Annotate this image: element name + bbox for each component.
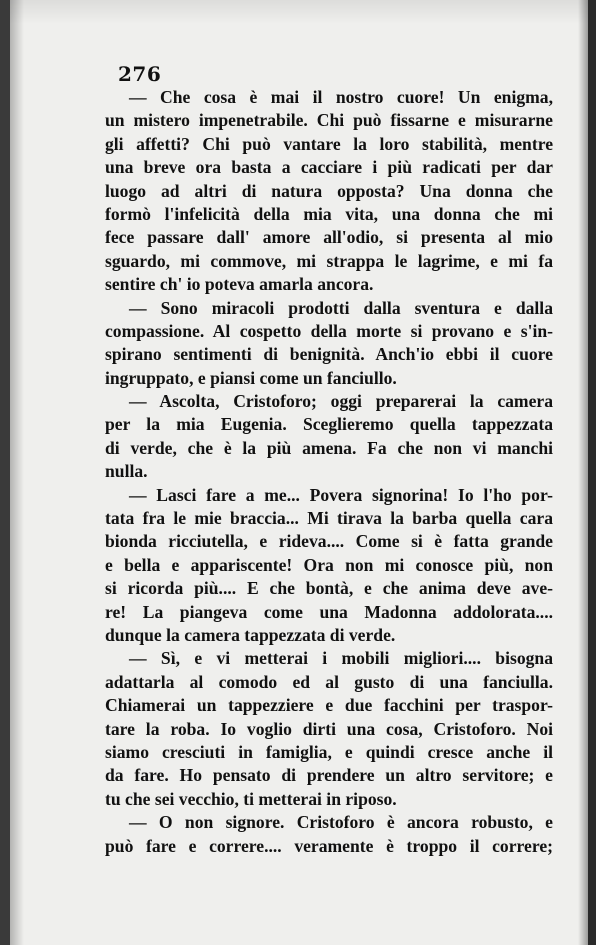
text-line: sguardo, mi commove, mi strappa le lagrime, e mi fa: [105, 250, 553, 271]
body-text: [105, 86, 553, 858]
text-line: adattarla al comodo ed al gusto di una fanciulla.: [105, 671, 553, 692]
text-line: spirano sentimenti di benignità. Anch'io ebbi il cuore: [105, 344, 553, 365]
text-line: sentire ch' io poteva amarla ancora.: [105, 274, 374, 295]
text-line: — Lasci fare a me... Povera signorina! Io l'ho por-: [129, 484, 553, 505]
text-line: può fare e correre.... veramente è troppo il correre;: [105, 835, 553, 856]
text-line: si ricorda più.... E che bontà, e che anima deve ave-: [105, 578, 553, 599]
page-edge-shadow: [588, 0, 596, 945]
text-line: tare la roba. Io voglio dirti una cosa, Cristoforo. Noi: [105, 718, 553, 739]
book-page: [10, 0, 588, 945]
text-line: Chiamerai un tappezziere e due facchini per traspor-: [105, 695, 553, 716]
text-line: dunque la camera tappezzata di verde.: [105, 624, 396, 645]
text-line: siamo cresciuti in famiglia, e quindi cresce anche il: [105, 741, 553, 762]
text-line: fece passare dall' amore all'odio, si presenta al mio: [105, 227, 553, 248]
text-line: gli affetti? Chi può vantare la loro stabilità, mentre: [105, 133, 553, 154]
text-line: compassione. Al cospetto della morte si provano e s'in-: [105, 320, 553, 341]
text-line: tata fra le mie braccia... Mi tirava la barba quella cara: [105, 508, 553, 529]
text-line: — Sì, e vi metterai i mobili migliori.... bisogna: [129, 648, 553, 669]
text-line: luogo ad altri di natura opposta? Una donna che: [105, 180, 553, 201]
text-line: — Sono miracoli prodotti dalla sventura e dalla: [129, 297, 553, 318]
book-spine-shadow: [0, 0, 10, 945]
text-line: tu che sei vecchio, ti metterai in riposo.: [105, 788, 397, 809]
text-line: nulla.: [105, 461, 148, 482]
text-line: per la mia Eugenia. Sceglieremo quella tappezzata: [105, 414, 553, 435]
text-line: da fare. Ho pensato di prendere un altro servitore; e: [105, 765, 553, 786]
text-line: una breve ora basta a cacciare i più radicati per dar: [105, 157, 553, 178]
text-line: ingruppato, e piansi come un fanciullo.: [105, 367, 397, 388]
text-line: — Ascolta, Cristoforo; oggi preparerai la camera: [129, 391, 553, 412]
text-line: formò l'infelicità della mia vita, una donna che mi: [105, 203, 553, 224]
text-line: di verde, che è la più amena. Fa che non vi manchi: [105, 437, 553, 458]
text-line: e bella e appariscente! Ora non mi conosce più, non: [105, 554, 553, 575]
page-number: 276: [118, 62, 162, 86]
text-line: un mistero impenetrabile. Chi può fissarne e misurarne: [105, 110, 553, 131]
text-line: bionda ricciutella, e rideva.... Come si è fatta grande: [105, 531, 553, 552]
text-line: — Che cosa è mai il nostro cuore! Un enigma,: [129, 87, 553, 107]
text-line: re! La piangeva come una Madonna addolorata....: [105, 601, 553, 622]
text-line: — O non signore. Cristoforo è ancora robusto, e: [129, 812, 553, 833]
